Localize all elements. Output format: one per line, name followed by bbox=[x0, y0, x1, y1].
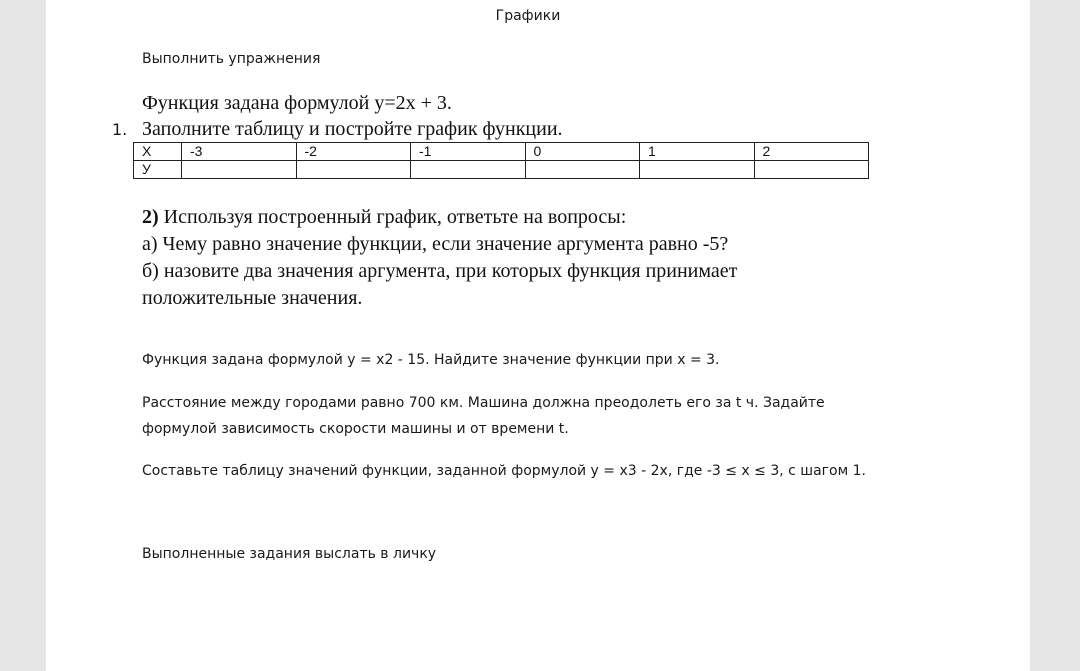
document-title: Графики bbox=[495, 8, 561, 24]
table-cell bbox=[754, 161, 869, 179]
task4-text-line2: формулой зависимость скорости машины и от времени t. bbox=[142, 421, 569, 437]
table-cell: У bbox=[134, 161, 182, 179]
table-cell bbox=[411, 161, 526, 179]
table-cell: -3 bbox=[182, 143, 297, 161]
table-cell bbox=[525, 161, 640, 179]
table-row-x bbox=[134, 143, 869, 161]
task2-question-b: б) назовите два значения аргумента, при которых функция принимает bbox=[142, 260, 738, 282]
footer-note: Выполненные задания выслать в личку bbox=[142, 546, 437, 562]
values-table bbox=[133, 142, 869, 179]
table-cell bbox=[296, 161, 411, 179]
task2-intro-text: Используя построенный график, ответьте на вопросы: bbox=[158, 206, 627, 228]
task2-question-a: а) Чему равно значение функции, если значение аргумента равно -5? bbox=[142, 233, 729, 255]
table-cell: X bbox=[134, 143, 182, 161]
table-row-y bbox=[134, 161, 869, 179]
task3-text: Функция задана формулой y = x2 - 15. Найдите значение функции при x = 3. bbox=[142, 352, 720, 368]
task2-question-b-cont: положительные значения. bbox=[142, 287, 363, 309]
document-subtitle: Выполнить упражнения bbox=[142, 51, 321, 67]
task1-statement: Функция задана формулой y=2x + 3. bbox=[142, 92, 452, 114]
task1-instruction: Заполните таблицу и постройте график функции. bbox=[142, 118, 563, 140]
table-cell: -1 bbox=[411, 143, 526, 161]
table-cell: 2 bbox=[754, 143, 869, 161]
table-cell: -2 bbox=[296, 143, 411, 161]
task2-intro bbox=[142, 206, 626, 229]
table-cell bbox=[182, 161, 297, 179]
task2-number: 2) bbox=[142, 206, 159, 228]
task1-number: 1. bbox=[112, 120, 128, 139]
table-cell: 0 bbox=[525, 143, 640, 161]
table-cell: 1 bbox=[640, 143, 755, 161]
table-cell bbox=[640, 161, 755, 179]
task5-text: Составьте таблицу значений функции, заданной формулой y = x3 - 2x, где -3 ≤ x ≤ 3, с шагом 1. bbox=[142, 463, 866, 479]
task4-text-line1: Расстояние между городами равно 700 км. Машина должна преодолеть его за t ч. Задайте bbox=[142, 395, 825, 411]
